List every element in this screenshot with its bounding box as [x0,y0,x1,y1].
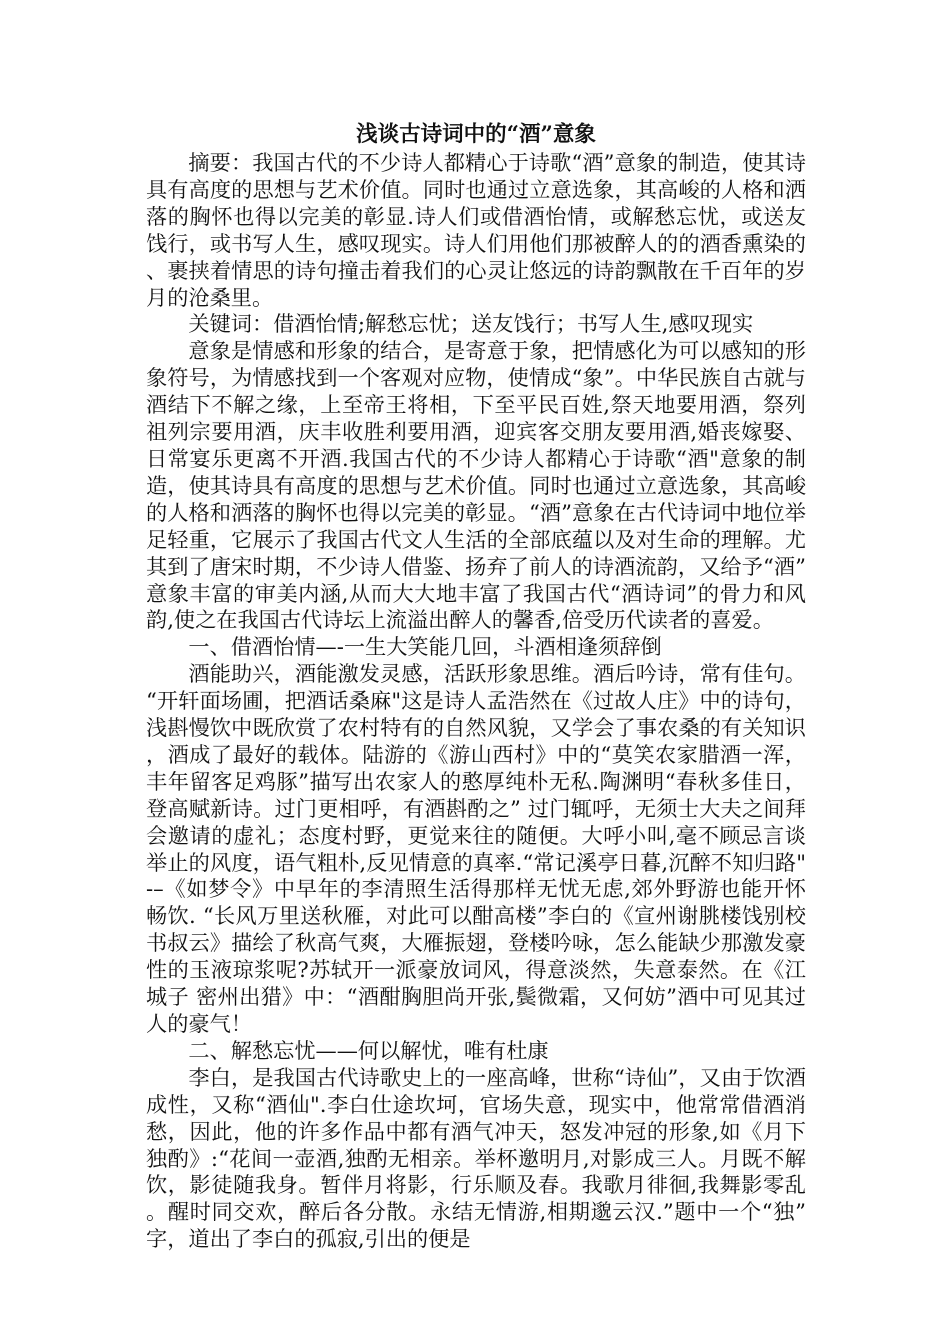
section-2-heading: 二、解愁忘忧——何以解忧，唯有杜康 [188,1037,549,1063]
section-2-paragraph: 李白，是我国古代诗歌史上的一座高峰，世称“诗仙”，又由于饮酒成性，又称“酒仙".李白仕途坎坷，官场失意，现实中，他常常借酒消愁，因此，他的许多作品中都有酒气冲天，怒发冲冠的形象,如《月下独酌》:“花间一壶酒,独酌无相亲。举杯邀明月,对影成三人。月既不解饮，影徒随我身。暂伴月将影，行乐顺及春。我歌月徘徊,我舞影零乱。醒时同交欢，醉后各分散。永结无情游,相期邈云汉.”题中一个“独”字，道出了李白的孤寂,引出的便是 [146,1064,806,1252]
intro-paragraph: 意象是情感和形象的结合，是寄意于象，把情感化为可以感知的形象符号，为情感找到一个客观对应物，使情成“象”。中华民族自古就与酒结下不解之缘，上至帝王将相，下至平民百姓,祭天地要用酒，祭列祖列宗要用酒，庆丰收胜利要用酒，迎宾客交朋友要用酒,婚丧嫁娶、日常宴乐更离不开酒.我国古代的不少诗人都精心于诗歌“酒"意象的制造，使其诗具有高度的思想与艺术价值。同时也通过立意选象，其高峻的人格和洒落的胸怀也得以完美的彰显。“酒”意象在古代诗词中地位举足轻重，它展示了我国古代文人生活的全部底蕴以及对生命的理解。尤其到了唐宋时期，不少诗人借鉴、扬弃了前人的诗酒流韵，又给予“酒”意象丰富的审美内涵,从而大大地丰富了我国古代“酒诗词”的骨力和风韵,使之在我国古代诗坛上流溢出醉人的馨香,倍受历代读者的喜爱。 [146,338,806,633]
section-1-heading: 一、借酒怡情—-一生大笑能几回，斗酒相逢须辞倒 [188,634,662,660]
document-body [146,120,806,1253]
abstract-paragraph: 摘要：我国古代的不少诗人都精心于诗歌“酒”意象的制造，使其诗具有高度的思想与艺术价值。同时也通过立意选象，其高峻的人格和洒落的胸怀也得以完美的彰显.诗人们或借酒怡情，或解愁忘忧，或送友饯行，或书写人生，感叹现实。诗人们用他们那被醉人的的酒香熏染的、裹挟着情思的诗句撞击着我们的心灵让悠远的诗韵飘散在千百年的岁月的沧桑里。 [146,150,806,310]
keywords-paragraph: 关键词：借酒怡情;解愁忘忧；送友饯行；书写人生,感叹现实 [188,311,754,337]
section-1-paragraph: 酒能助兴，酒能激发灵感，活跃形象思维。酒后吟诗，常有佳句。“开轩面场圃，把酒话桑麻"这是诗人孟浩然在《过故人庄》中的诗句，浅斟慢饮中既欣赏了农村特有的自然风貌，又学会了事农桑的有关知识，酒成了最好的载体。陆游的《游山西村》中的“莫笑农家腊酒一浑，丰年留客足鸡豚”描写出农家人的憨厚纯朴无私.陶渊明“春秋多佳日，登高赋新诗。过门更相呼，有酒斟酌之” 过门辄呼，无须士大夫之间拜会邀请的虚礼；态度村野，更觉来往的随便。大呼小叫,毫不顾忌言谈举止的风度，语气粗朴,反见情意的真率.“常记溪亭日暮,沉醉不知归路"-–《如梦令》中早年的李清照生活得那样无忧无虑,郊外野游也能开怀畅饮. “长风万里送秋雁，对此可以酣高楼”李白的《宣州谢朓楼饯别校书叔云》描绘了秋高气爽，大雁振翅，登楼吟咏，怎么能缺少那激发豪性的玉液琼浆呢?苏轼开一派豪放词风，得意淡然，失意泰然。在《江城子 密州出猎》中：“酒酣胸胆尚开张,鬓微霜，又何妨”酒中可见其过人的豪气！ [146,661,806,1036]
page-title: 浅谈古诗词中的“酒”意象 [356,122,596,147]
